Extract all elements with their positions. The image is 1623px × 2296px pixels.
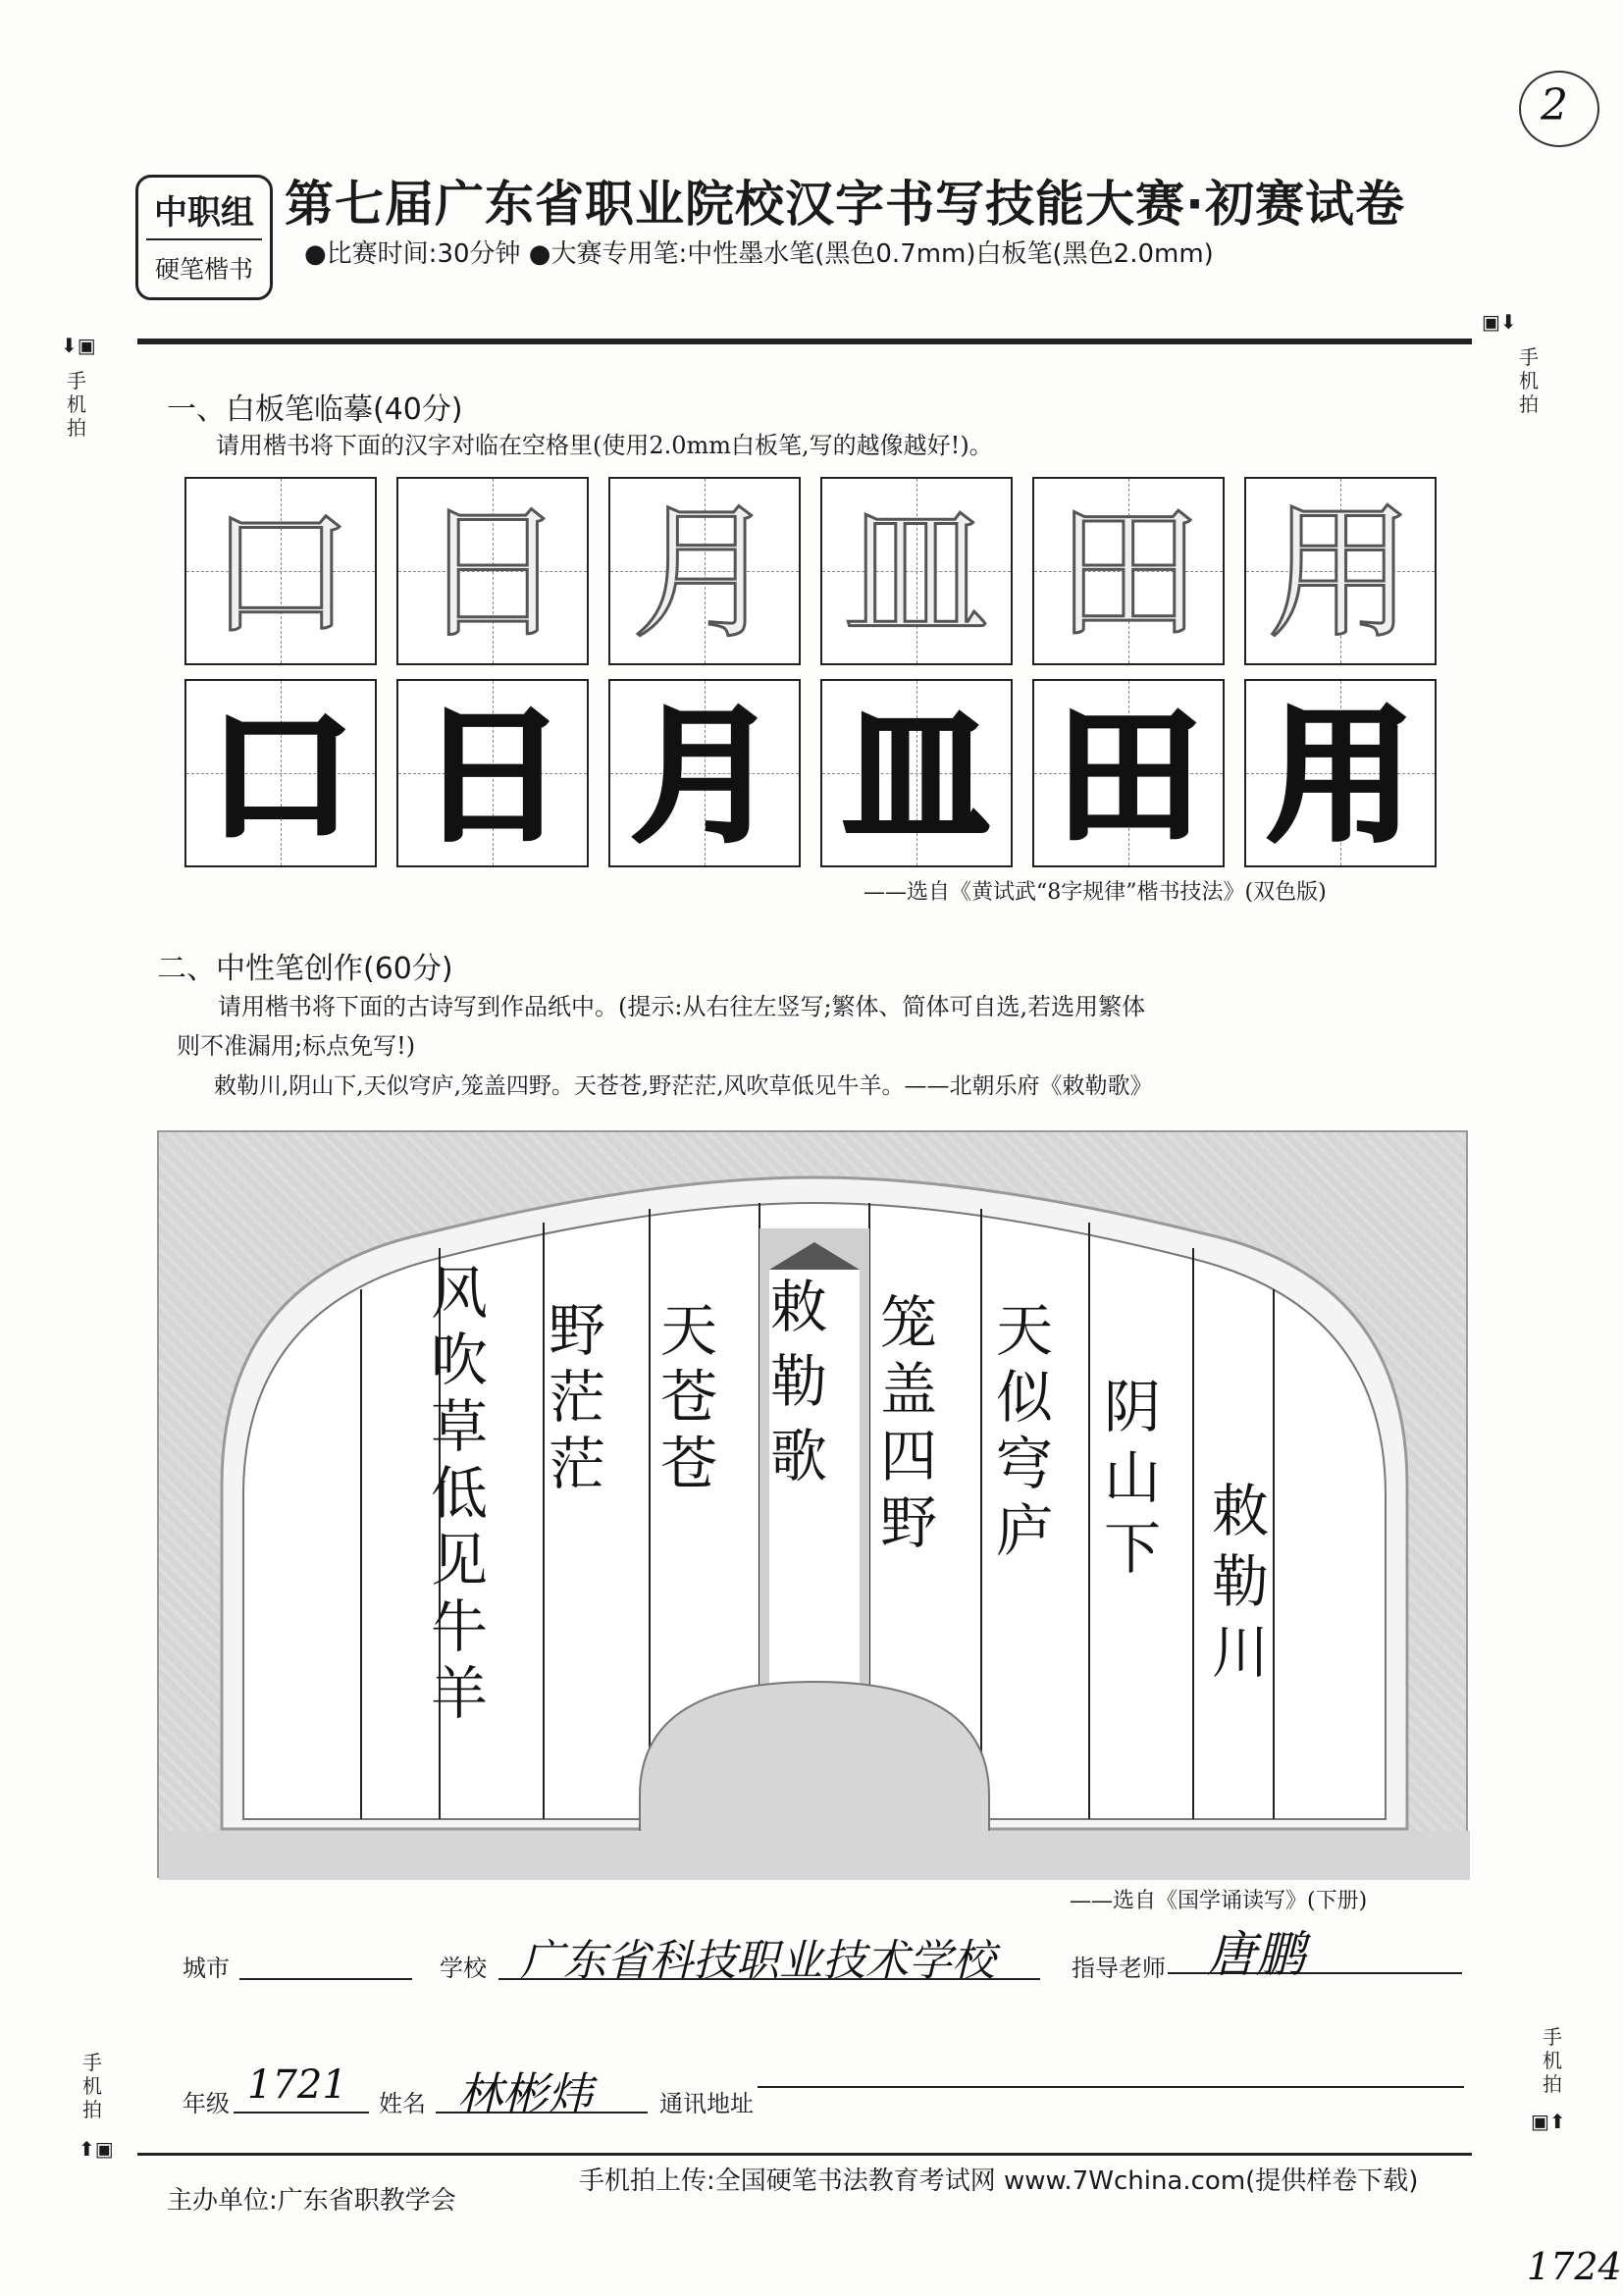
name-value: 林彬炜 <box>457 2067 593 2120</box>
side-label-top-right <box>1517 345 1541 416</box>
corner-mark-text: 2 <box>1541 80 1568 130</box>
section1-title: 一、白板笔临摹(40分) <box>167 392 463 427</box>
side-char: 机 <box>1519 369 1539 392</box>
grade-value: 1721 <box>247 2062 347 2108</box>
writing-cell[interactable] <box>184 679 377 867</box>
side-char: 手 <box>67 369 86 392</box>
section1-source: ——选自《黄试武“8字规律”楷书技法》(双色版) <box>864 880 1327 905</box>
model-cell <box>1032 477 1225 665</box>
school-value: 广东省科技职业技术学校 <box>520 1936 995 1986</box>
footer-rule <box>137 2153 1472 2156</box>
bottom-mark-text: 1724 <box>1527 2245 1622 2288</box>
side-char: 拍 <box>67 416 86 440</box>
city-field[interactable] <box>239 1978 412 1980</box>
model-char: 用 <box>1266 489 1414 659</box>
poem-title-column: 敕勒歌 <box>769 1274 827 1489</box>
side-char: 手 <box>82 2051 102 2074</box>
model-char: 日 <box>418 489 566 659</box>
teacher-label: 指导老师 <box>1072 1955 1166 1982</box>
side-char: 机 <box>1543 2049 1562 2072</box>
school-label: 学校 <box>440 1955 487 1982</box>
model-cell <box>184 477 377 665</box>
camera-down-icon-right: ▣⬇ <box>1482 310 1517 334</box>
poem-column: 风吹草低见牛羊 <box>430 1260 488 1727</box>
model-cell <box>608 477 801 665</box>
side-label-bottom-right <box>1541 2025 1564 2096</box>
exam-title: 第七届广东省职业院校汉字书写技能大赛·初赛试卷 <box>285 176 1405 233</box>
poem-column: 笼盖四野 <box>879 1289 937 1556</box>
model-char: 田 <box>1054 489 1202 659</box>
header-rule <box>137 339 1472 344</box>
camera-down-icon-left: ⬇▣ <box>61 334 96 357</box>
poem-text: 敕勒川,阴山下,天似穹庐,笼盖四野。天苍苍,野茫茫,风吹草低见牛羊。——北朝乐府《敕勒歌》 <box>214 1073 1153 1099</box>
badge-category-label: 硬笔楷书 <box>154 255 253 284</box>
side-char: 机 <box>67 392 86 416</box>
organizer-text: 主办单位:广东省职教学会 <box>167 2186 456 2216</box>
teacher-value: 唐鹏 <box>1207 1926 1305 1983</box>
writing-cell[interactable] <box>820 679 1013 867</box>
written-char: 用 <box>1266 690 1414 862</box>
camera-up-icon-left: ⬆▣ <box>79 2137 114 2161</box>
address-label: 通讯地址 <box>659 2090 754 2117</box>
written-char: 田 <box>1054 690 1202 862</box>
model-cell <box>1244 477 1437 665</box>
written-char: 日 <box>418 690 566 862</box>
grade-field[interactable] <box>234 2112 369 2113</box>
side-label-bottom-left <box>80 2051 104 2121</box>
artwork-paper[interactable] <box>157 1130 1468 1878</box>
grade-label: 年级 <box>183 2090 230 2117</box>
camera-up-icon-right: ▣⬆ <box>1531 2110 1566 2133</box>
address-field[interactable] <box>758 2086 1464 2088</box>
section2-instruction-1: 请用楷书将下面的古诗写到作品纸中。(提示:从右往左竖写;繁体、简体可自选,若选用繁体 <box>218 993 1146 1020</box>
group-badge <box>135 175 273 300</box>
writing-cell[interactable] <box>608 679 801 867</box>
side-label-top-left <box>65 369 88 440</box>
artwork-frame <box>159 1132 1470 1880</box>
exam-info: ●比赛时间:30分钟 ●大赛专用笔:中性墨水笔(黑色0.7mm)白板笔(黑色2.0mm) <box>304 239 1214 269</box>
model-cell <box>820 477 1013 665</box>
section1-instruction: 请用楷书将下面的汉字对临在空格里(使用2.0mm白板笔,写的越像越好!)。 <box>216 432 993 459</box>
model-char: 皿 <box>842 489 990 659</box>
writing-cell[interactable] <box>1244 679 1437 867</box>
side-char: 拍 <box>1543 2072 1562 2096</box>
city-label: 城市 <box>183 1955 230 1982</box>
badge-group-label: 中职组 <box>154 193 254 233</box>
section2-instruction-2: 则不准漏用;标点免写!) <box>177 1032 416 1060</box>
written-char: 口 <box>206 690 354 862</box>
writing-cell[interactable] <box>1032 679 1225 867</box>
side-char: 拍 <box>1519 392 1539 416</box>
section2-source: ——选自《国学诵读写》(下册) <box>1070 1889 1368 1913</box>
poem-column: 阴山下 <box>1103 1374 1161 1582</box>
poem-column: 天苍苍 <box>659 1297 717 1497</box>
side-char: 拍 <box>82 2098 102 2121</box>
poem-column: 敕勒川 <box>1211 1478 1269 1686</box>
upload-text: 手机拍上传:全国硬笔书法教育考试网 www.7Wchina.com(提供样卷下载) <box>579 2166 1419 2196</box>
written-char: 皿 <box>842 690 990 862</box>
model-char: 月 <box>630 489 778 659</box>
section2-title: 二、中性笔创作(60分) <box>157 952 453 986</box>
poem-column: 野茫茫 <box>548 1297 605 1497</box>
model-char: 口 <box>206 489 354 659</box>
side-char: 手 <box>1543 2025 1562 2049</box>
written-char: 月 <box>630 690 778 862</box>
model-cell <box>396 477 589 665</box>
side-char: 机 <box>82 2074 102 2098</box>
name-label: 姓名 <box>379 2090 426 2117</box>
writing-cell[interactable] <box>396 679 589 867</box>
poem-column: 天似穹庐 <box>995 1297 1053 1564</box>
side-char: 手 <box>1519 345 1539 369</box>
badge-divider <box>146 238 262 240</box>
